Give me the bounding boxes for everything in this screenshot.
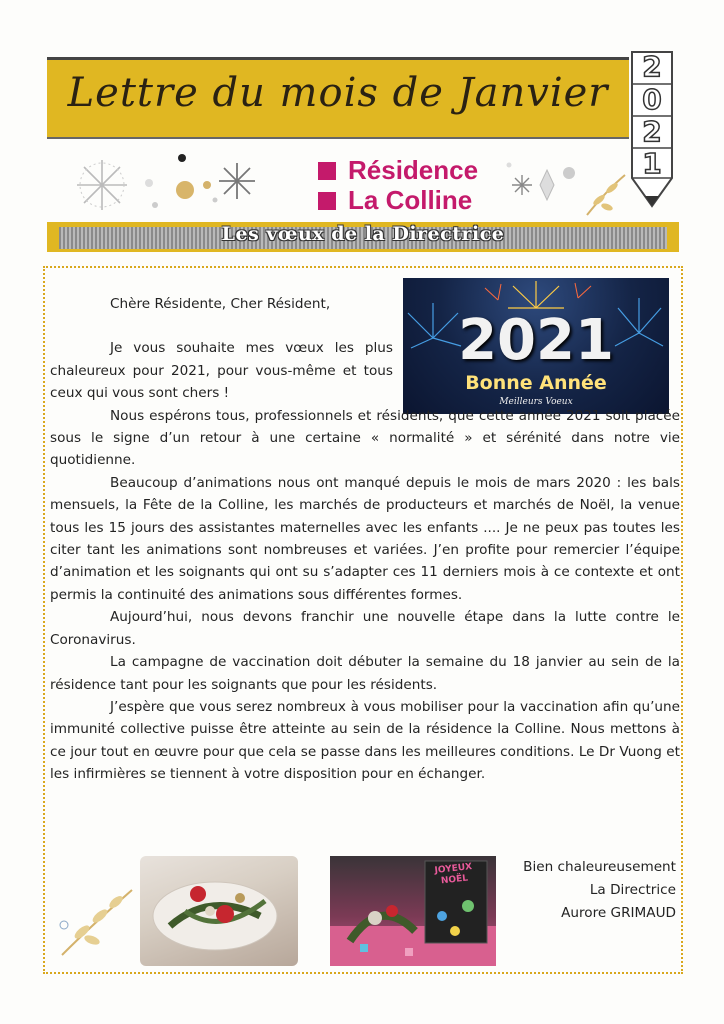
residence-line2: La Colline	[348, 185, 473, 215]
header-banner	[47, 57, 629, 139]
christmas-craft-photo	[330, 856, 496, 966]
paragraph-2: Nous espérons tous, professionnels et résidents, que cette année 2021 soit placée sous le signe d’un retour à une certaine « normalité » et sérénité dans notre vie quotidienne.	[50, 407, 680, 469]
paragraph-4: Aujourd’hui, nous devons franchir une nouvelle étape dans la lutte contre le Coronavirus.	[50, 609, 680, 648]
card-wish: Bonne Année	[465, 372, 607, 394]
year-digit-1: 2	[642, 50, 662, 83]
bullet-square-icon	[318, 192, 336, 210]
signature-name: Aurore GRIMAUD	[561, 905, 676, 921]
paragraph-3: Beaucoup d’animations nous ont manqué depuis le mois de mars 2020 : les bals mensuels, la Fête de la Colline, les marchés de producteurs et marchés de Noël, la venue tous les 15 jours des assistantes maternelles avec les enfants .... Je ne peux pas toutes les citer tant les animations sont nombreuses et variées. J’en profite pour remercier l’équipe d’animation et les soignants qui ont su s’adapter ces 11 derniers mois à ce contexte et ont permis la continuité des animations sous différentes formes.	[50, 474, 680, 603]
signature-role: La Directrice	[589, 882, 676, 898]
year-tab	[630, 50, 674, 180]
card-sub-wish: Meilleurs Voeux	[499, 397, 573, 407]
signature-closing: Bien chaleureusement	[523, 859, 676, 875]
bullet-square-icon	[318, 162, 336, 180]
gold-leaves-icon	[52, 870, 142, 960]
paragraph-6: J’espère que vous serez nombreux à vous mobiliser pour la vaccination afin qu’une immunité collective puisse être atteinte au sein de la résidence la Colline. Nous mettons à ce jour tout en œuvre pour que cela se passe dans les meilleures conditions. Le Dr Vuong et les infirmières se tiennent à votre disposition pour en échanger.	[50, 698, 680, 783]
residence-line1: Résidence	[348, 155, 479, 185]
flower-centerpiece-icon	[140, 856, 298, 966]
year-digit-4: 1	[642, 147, 662, 180]
paragraph-5: La campagne de vaccination doit débuter la semaine du 18 janvier au sein de la résidence tant pour les soignants que pour les résidents.	[50, 654, 680, 693]
board-text: JOYEUX NOËL	[434, 862, 473, 887]
floral-arrangement-photo	[140, 856, 298, 966]
signature-block	[480, 856, 676, 925]
card-year: 2021	[458, 308, 614, 373]
section-title: Les vœux de la Directrice	[221, 223, 505, 245]
year-digit-2: 0	[642, 83, 662, 116]
newsletter-title: Lettre du mois de Janvier	[67, 70, 609, 116]
section-bar	[47, 222, 679, 252]
year-digit-3: 2	[642, 115, 662, 148]
residence-name	[318, 155, 478, 215]
salutation: Chère Résidente, Cher Résident,	[110, 296, 331, 312]
paragraph-1: Je vous souhaite mes vœux les plus chaleureux pour 2021, pour vous-même et tous ceux qui vous sont chers !	[50, 340, 393, 402]
letter-body	[50, 293, 680, 786]
